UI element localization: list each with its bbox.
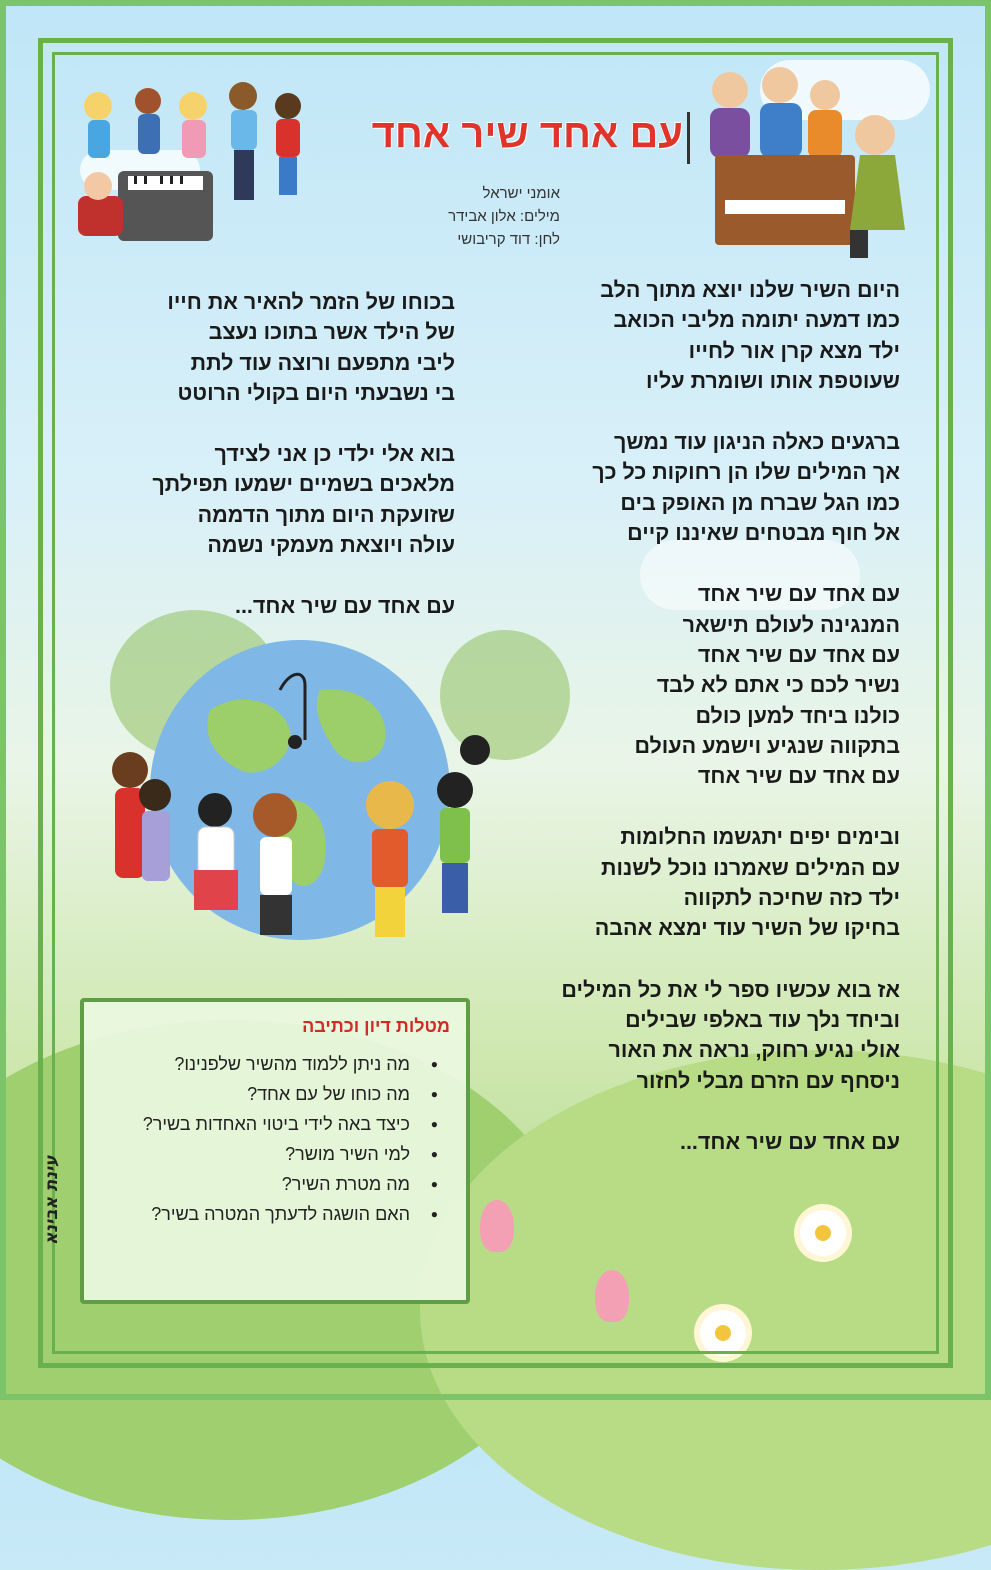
credit-music: לחן: דוד קריבושי (457, 231, 560, 248)
lyric-line: שעוטפת אותו ושומרת עליו (646, 368, 900, 393)
singers-at-piano-illustration (680, 60, 920, 260)
lyric-line: בי נשבעתי היום בקולי הרוטט (177, 380, 455, 405)
credit-lyrics: מילים: אלון אבידר (448, 208, 560, 225)
lyric-line: ילד מצא קרן אור לחייו (688, 338, 900, 363)
lyric-line: וביחד נלך עוד באלפי שבילים (625, 1007, 900, 1032)
lyric-line: אולי נגיע רחוק, נראה את האור (608, 1038, 900, 1063)
stanza (60, 287, 455, 408)
stanza (60, 439, 455, 560)
stanza (480, 275, 900, 396)
lyric-line: נשיר לכם כי אתם לא לבד (656, 673, 900, 698)
lyric-line: אז בוא עכשיו ספר לי את כל המילים (561, 977, 900, 1002)
discussion-tasks-box (80, 998, 470, 1304)
song-credits (400, 182, 560, 251)
discussion-question: ● מה מטרת השיר? (104, 1169, 410, 1199)
lyric-line: ליבי מתפעם ורוצה עוד לתת (190, 350, 455, 375)
stanza (60, 591, 455, 621)
stanza (480, 427, 900, 548)
lyric-line: כמו הגל שברח מן האופק בים (620, 490, 900, 515)
lyric-line: המנגינה לעולם תישאר (682, 612, 900, 637)
lyric-line: בתקווה שנגיע וישמע העולם (634, 733, 900, 758)
lyric-line: בוא אלי ילדי כן אני לצידך (214, 442, 455, 467)
lyric-line: עם אחד עם שיר אחד... (679, 1129, 900, 1154)
lyric-line: עם אחד עם שיר אחד (697, 764, 900, 789)
author-signature: עינת אבינא (42, 1155, 62, 1245)
lyric-line: כולנו ביחד למען כולם (695, 703, 900, 728)
lyric-line: היום השיר שלנו יוצא מתוך הלב (600, 278, 900, 302)
lyric-line: עם המילים שאמרנו נוכל לשנות (601, 855, 900, 880)
children-with-piano-illustration (68, 76, 318, 251)
lyrics-left-column (60, 287, 455, 653)
stanza (480, 975, 900, 1096)
lyric-line: ניסחף עם הזרם מבלי לחזור (636, 1068, 900, 1093)
lyric-line: בכוחו של הזמר להאיר את חייו (167, 290, 455, 314)
discussion-question: ● למי השיר מושר? (104, 1139, 410, 1169)
lyric-line: עם אחד עם שיר אחד... (234, 594, 455, 619)
stanza (480, 1127, 900, 1157)
lyric-line: של הילד אשר בתוכו נעצב (208, 320, 455, 345)
discussion-question: ● מה כוחו של עם אחד? (104, 1079, 410, 1109)
discussion-question: ● מה ניתן ללמוד מהשיר שלפנינו? (104, 1049, 410, 1079)
lyric-line: כמו דמעה יתומה מליבי הכואב (613, 308, 900, 333)
lyric-line: מלאכים בשמיים ישמעו תפילתך (152, 472, 455, 497)
lyric-line: עם אחד עם שיר אחד (697, 642, 900, 667)
credit-origin: אומני ישראל (482, 185, 560, 202)
lyrics-right-column (480, 275, 900, 1188)
lyric-line: בחיקו של השיר עוד ימצא אהבה (594, 916, 900, 941)
discussion-question: ● האם הושגה לדעתך המטרה בשיר? (104, 1199, 410, 1229)
lyric-line: עם אחד עם שיר אחד (697, 582, 900, 607)
lyric-line: ובימים יפים יתגשמו החלומות (620, 825, 900, 850)
stanza (480, 822, 900, 943)
lyric-line: שזועקת היום מתוך הדממה (197, 502, 455, 527)
discussion-question: ● כיצד באה לידי ביטוי האחדות בשיר? (104, 1109, 410, 1139)
lyric-line: ברגעים כאלה הניגון עוד נמשך (614, 430, 900, 455)
lyric-line: אך המילים שלו הן רחוקות כל כך (592, 460, 900, 485)
children-around-globe-illustration (90, 630, 510, 1010)
discussion-heading: מטלות דיון וכתיבה (302, 1016, 450, 1036)
stanza (480, 579, 900, 791)
lyric-line: ילד כזה שחיכה לתקווה (683, 886, 900, 911)
lyric-line: עולה ויוצאת מעמקי נשמה (207, 533, 455, 558)
song-title: עם אחד שיר אחד (320, 112, 690, 164)
discussion-questions-list (84, 1049, 466, 1229)
lyric-line: אל חוף מבטחים שאיננו קיים (627, 521, 900, 546)
